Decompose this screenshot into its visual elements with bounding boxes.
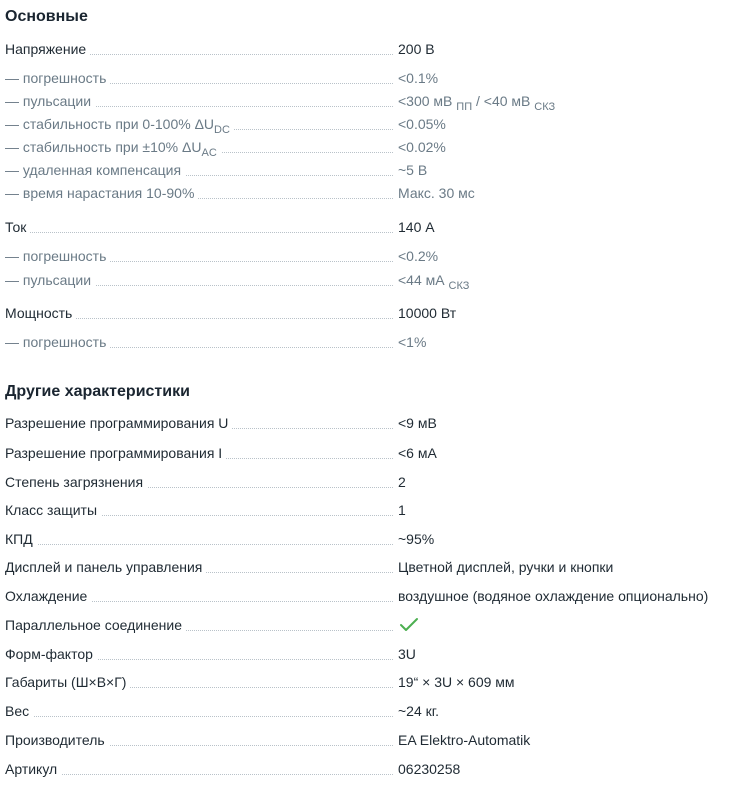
spec-row-cooling: [5, 587, 739, 609]
spec-value: ~5 В: [398, 162, 428, 178]
ripple-rms-unit: СКЗ: [534, 101, 556, 113]
spec-label: Охлаждение: [5, 587, 91, 605]
spec-label: КПД: [5, 530, 37, 548]
spec-label: Вес: [5, 702, 33, 720]
spec-label: Класс защиты: [5, 501, 101, 519]
spec-value: EA Elektro-Automatik: [398, 732, 531, 748]
spec-row-dimensions: [5, 673, 739, 695]
spec-value: 1: [398, 502, 406, 518]
spec-row-voltage-ripple: [5, 92, 739, 114]
spec-row-voltage-remote-sense: [5, 161, 739, 183]
spec-value: <6 мА: [398, 445, 437, 461]
spec-row-voltage-stability-line: [5, 138, 739, 160]
ripple-separator: /: [472, 93, 484, 109]
spec-row-article: [5, 760, 739, 782]
spec-value: 19“ × 3U × 609 мм: [398, 674, 515, 690]
spec-row-voltage-accuracy: [5, 69, 739, 91]
spec-row-current: [5, 218, 739, 240]
leader-dots: [5, 232, 393, 233]
spec-value: [398, 271, 469, 295]
spec-label: — погрешность: [5, 69, 110, 87]
spec-value: Макс. 30 мс: [398, 185, 475, 201]
spec-label: — удаленная компенсация: [5, 161, 185, 179]
spec-label: — погрешность: [5, 333, 110, 351]
leader-dots: [5, 544, 393, 545]
spec-label: Ток: [5, 218, 30, 236]
spec-row-current-accuracy: [5, 247, 739, 269]
spec-row-prog-res-i: [5, 444, 739, 466]
spec-value: <9 мВ: [398, 415, 437, 431]
leader-dots: [5, 774, 393, 775]
spec-label: Разрешение программирования U: [5, 414, 232, 432]
spec-row-voltage-stability-load: [5, 115, 739, 137]
section-title-main: Основные: [5, 8, 88, 25]
spec-label: [5, 138, 221, 162]
ripple-rms-value: <40 мВ: [483, 93, 531, 109]
spec-label: — пульсации: [5, 92, 95, 110]
stability-load-text: — стабильность при 0-100% ΔU: [5, 116, 215, 132]
spec-value: Цветной дисплей, ручки и кнопки: [398, 559, 614, 575]
spec-row-pollution: [5, 473, 739, 495]
stability-line-text: — стабильность при ±10% ΔU: [5, 139, 202, 155]
spec-row-form-factor: [5, 645, 739, 667]
spec-label: — погрешность: [5, 247, 110, 265]
spec-value: [398, 92, 555, 116]
spec-label: Параллельное соединение: [5, 616, 186, 634]
spec-label: Габариты (Ш×В×Г): [5, 673, 130, 691]
spec-row-display: [5, 558, 739, 580]
spec-row-efficiency: [5, 530, 739, 552]
spec-value: <0.2%: [398, 248, 439, 264]
spec-value: 3U: [398, 646, 416, 662]
stability-load-sub: DC: [214, 124, 230, 136]
leader-dots: [5, 716, 393, 717]
spec-label: Артикул: [5, 760, 61, 778]
spec-row-weight: [5, 702, 739, 724]
stability-line-sub: AC: [201, 147, 217, 159]
spec-label: Форм-фактор: [5, 645, 97, 663]
spec-value: 10000 Вт: [398, 305, 457, 321]
spec-value: 140 А: [398, 219, 435, 235]
spec-value: <0.1%: [398, 70, 439, 86]
spec-row-power-accuracy: [5, 333, 739, 355]
spec-row-protection-class: [5, 501, 739, 523]
spec-value: 2: [398, 474, 406, 490]
spec-row-voltage: [5, 40, 739, 62]
spec-row-manufacturer: [5, 731, 739, 753]
spec-label: Дисплей и панель управления: [5, 558, 206, 576]
ripple-pp-unit: ПП: [456, 101, 473, 113]
spec-row-parallel: [5, 616, 739, 638]
spec-row-voltage-rise-time: [5, 184, 739, 206]
spec-value: 200 В: [398, 41, 435, 57]
spec-row-current-ripple: [5, 271, 739, 293]
spec-row-prog-res-u: [5, 414, 739, 436]
spec-value: <1%: [398, 334, 427, 350]
section-title-other: Другие характеристики: [5, 383, 190, 400]
spec-value: <0.05%: [398, 116, 446, 132]
spec-label: Степень загрязнения: [5, 473, 147, 491]
check-icon: [399, 616, 419, 634]
spec-label: — пульсации: [5, 271, 95, 289]
spec-label: [5, 115, 234, 139]
spec-label: Мощность: [5, 304, 76, 322]
spec-label: Напряжение: [5, 40, 90, 58]
spec-value: <0.02%: [398, 139, 446, 155]
spec-value: ~95%: [398, 531, 435, 547]
spec-row-power: [5, 304, 739, 326]
spec-value: ~24 кг.: [398, 703, 440, 719]
spec-label: Разрешение программирования I: [5, 444, 226, 462]
current-ripple-unit: СКЗ: [448, 280, 470, 292]
current-ripple-value: <44 мА: [398, 272, 445, 288]
spec-value: воздушное (водяное охлаждение опционально): [398, 588, 709, 604]
spec-label: Производитель: [5, 731, 109, 749]
ripple-pp-value: <300 мВ: [398, 93, 453, 109]
spec-label: — время нарастания 10-90%: [5, 184, 198, 202]
spec-value: 06230258: [398, 761, 461, 777]
